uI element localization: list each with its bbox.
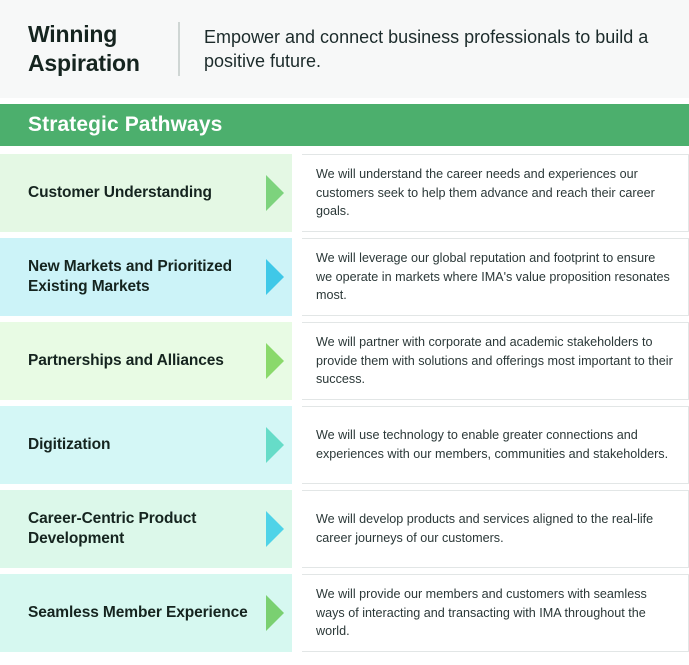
pathway-label-block [0,322,292,400]
pathway-label: Seamless Member Experience [28,603,248,621]
strategic-pathways-header [0,104,689,146]
pathway-label: Customer Understanding [28,183,212,201]
pathway-description: We will use technology to enable greater connections and experiences with our members, communities and stakeholders. [316,428,669,461]
pathway-label: New Markets and Prioritized Existing Markets [28,257,233,295]
chevron-right-icon [264,341,286,381]
winning-aspiration-title: Winning Aspiration [28,21,140,76]
chevron-right-icon [264,173,286,213]
pathway-list [0,154,689,652]
pathway-description-block [302,406,689,484]
pathway-row [0,154,689,232]
chevron-right-icon [264,593,286,633]
pathway-row [0,238,689,316]
strategic-pathways-label: Strategic Pathways [28,113,223,136]
pathway-description: We will understand the career needs and experiences our customers seek to help them advance and reach their career goals. [316,166,655,219]
pathway-label-block [0,574,292,652]
pathway-description-block [302,322,689,400]
pathway-label-block [0,238,292,316]
pathway-label: Partnerships and Alliances [28,351,224,369]
vertical-divider [178,22,180,76]
pathway-label-block [0,490,292,568]
pathway-label: Career-Centric Product Development [28,509,197,547]
pathway-label-block [0,406,292,484]
pathway-description: We will develop products and services aligned to the real-life career journeys of our customers. [316,512,654,545]
chevron-right-icon [264,509,286,549]
pathway-description-block [302,154,689,232]
chevron-right-icon [264,257,286,297]
chevron-right-icon [264,425,286,465]
pathway-description: We will partner with corporate and academic stakeholders to provide them with solutions and offerings most important to their success. [316,334,673,387]
pathway-row [0,490,689,568]
pathway-row [0,574,689,652]
pathway-description-block [302,490,689,568]
pathway-description-block [302,238,689,316]
winning-aspiration-statement: Empower and connect business professionals to build a positive future. [204,26,649,71]
pathway-label-block [0,154,292,232]
pathway-row [0,322,689,400]
pathway-label: Digitization [28,435,111,453]
pathway-description: We will leverage our global reputation and footprint to ensure we operate in markets where IMA's value proposition resonates most. [316,250,670,303]
pathway-row [0,406,689,484]
pathway-description-block [302,574,689,652]
pathway-description: We will provide our members and customers with seamless ways of interacting and transacting with IMA throughout the world. [316,586,647,639]
winning-aspiration-section [0,0,689,98]
